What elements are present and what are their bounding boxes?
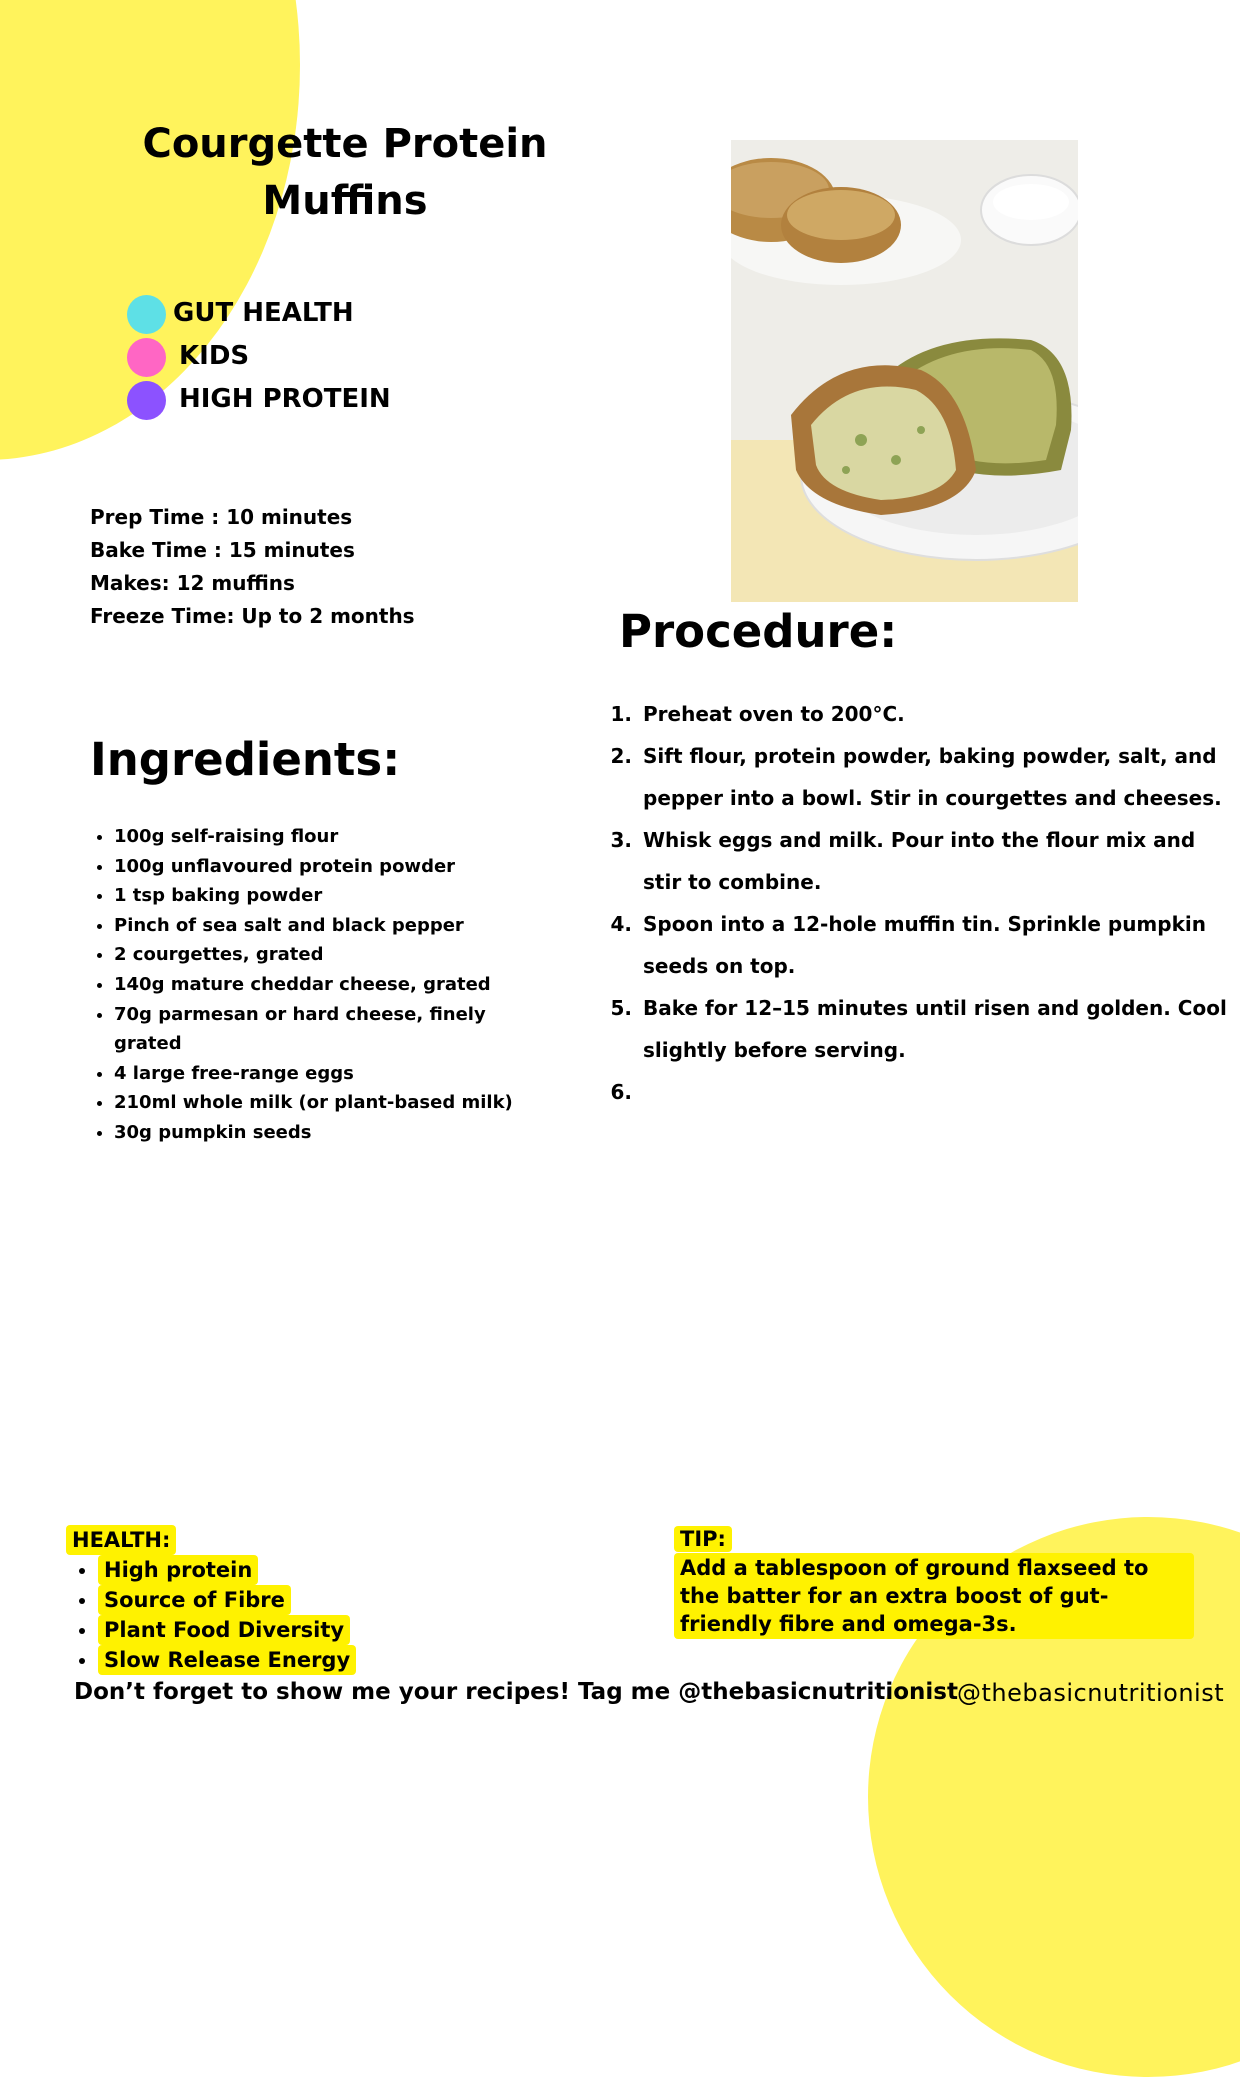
ingredient-item: • 70g parmesan or hard cheese, finely grated <box>114 1000 534 1059</box>
muffin-photo <box>731 140 1078 602</box>
health-item: • Slow Release Energy <box>98 1645 356 1675</box>
ingredients-list <box>90 822 534 1148</box>
bake-time: Bake Time : 15 minutes <box>90 538 355 562</box>
tag-label: GUT HEALTH <box>173 298 354 328</box>
ingredient-item: • 30g pumpkin seeds <box>114 1118 534 1148</box>
health-list <box>66 1555 356 1675</box>
prep-time: Prep Time : 10 minutes <box>90 505 353 529</box>
health-box <box>66 1525 356 1675</box>
tip-title: TIP: <box>674 1526 732 1552</box>
ingredient-item: • 100g self-raising flour <box>114 822 534 852</box>
ingredient-item: • 1 tsp baking powder <box>114 881 534 911</box>
procedure-step: 4. Spoon into a 12-hole muffin tin. Sprinkle pumpkin seeds on top. <box>639 903 1239 987</box>
ingredient-item: • 4 large free-range eggs <box>114 1059 534 1089</box>
social-handle: @thebasicnutritionist <box>957 1679 1225 1707</box>
procedure-step: 3. Whisk eggs and milk. Pour into the flour mix and stir to combine. <box>639 819 1239 903</box>
tip-box <box>674 1525 1194 1639</box>
procedure-steps <box>619 693 1239 1113</box>
makes-count: Makes: 12 muffins <box>90 571 295 595</box>
tag-dot-icon <box>127 295 166 334</box>
health-item: • Plant Food Diversity <box>98 1615 350 1645</box>
health-item: • Source of Fibre <box>98 1585 291 1615</box>
tag-label: HIGH PROTEIN <box>179 384 391 414</box>
health-title: HEALTH: <box>66 1525 176 1555</box>
ingredient-item: • 100g unflavoured protein powder <box>114 852 534 882</box>
tag-dot-icon <box>127 338 166 377</box>
ingredient-item: • 2 courgettes, grated <box>114 940 534 970</box>
health-item: • High protein <box>98 1555 258 1585</box>
procedure-step <box>639 1071 1239 1113</box>
tag-label: KIDS <box>179 341 250 371</box>
ingredient-item: • Pinch of sea salt and black pepper <box>114 911 534 941</box>
recipe-title: Courgette Protein Muffins <box>142 121 548 224</box>
procedure-step: 1. Preheat oven to 200°C. <box>639 693 1239 735</box>
procedure-heading: Procedure: <box>619 605 898 658</box>
recipe-times <box>90 501 415 633</box>
tag-dot-icon <box>127 381 166 420</box>
freeze-time: Freeze Time: Up to 2 months <box>90 604 415 628</box>
tip-text: Add a tablespoon of ground flaxseed to the batter for an extra boost of gut-friendly fibre and omega-3s. <box>674 1553 1194 1639</box>
ingredient-item: • 210ml whole milk (or plant-based milk) <box>114 1088 534 1118</box>
ingredients-heading: Ingredients: <box>90 733 401 786</box>
ingredient-item: • 140g mature cheddar cheese, grated <box>114 970 534 1000</box>
procedure-step: 5. Bake for 12–15 minutes until risen and golden. Cool slightly before serving. <box>639 987 1239 1071</box>
procedure-step: 2. Sift flour, protein powder, baking powder, salt, and pepper into a bowl. Stir in courgettes and cheeses. <box>639 735 1239 819</box>
footer-call-to-action: Don’t forget to show me your recipes! Tag me @thebasicnutritionist <box>74 1679 958 1705</box>
muffin-photo-illustration <box>731 140 1078 602</box>
